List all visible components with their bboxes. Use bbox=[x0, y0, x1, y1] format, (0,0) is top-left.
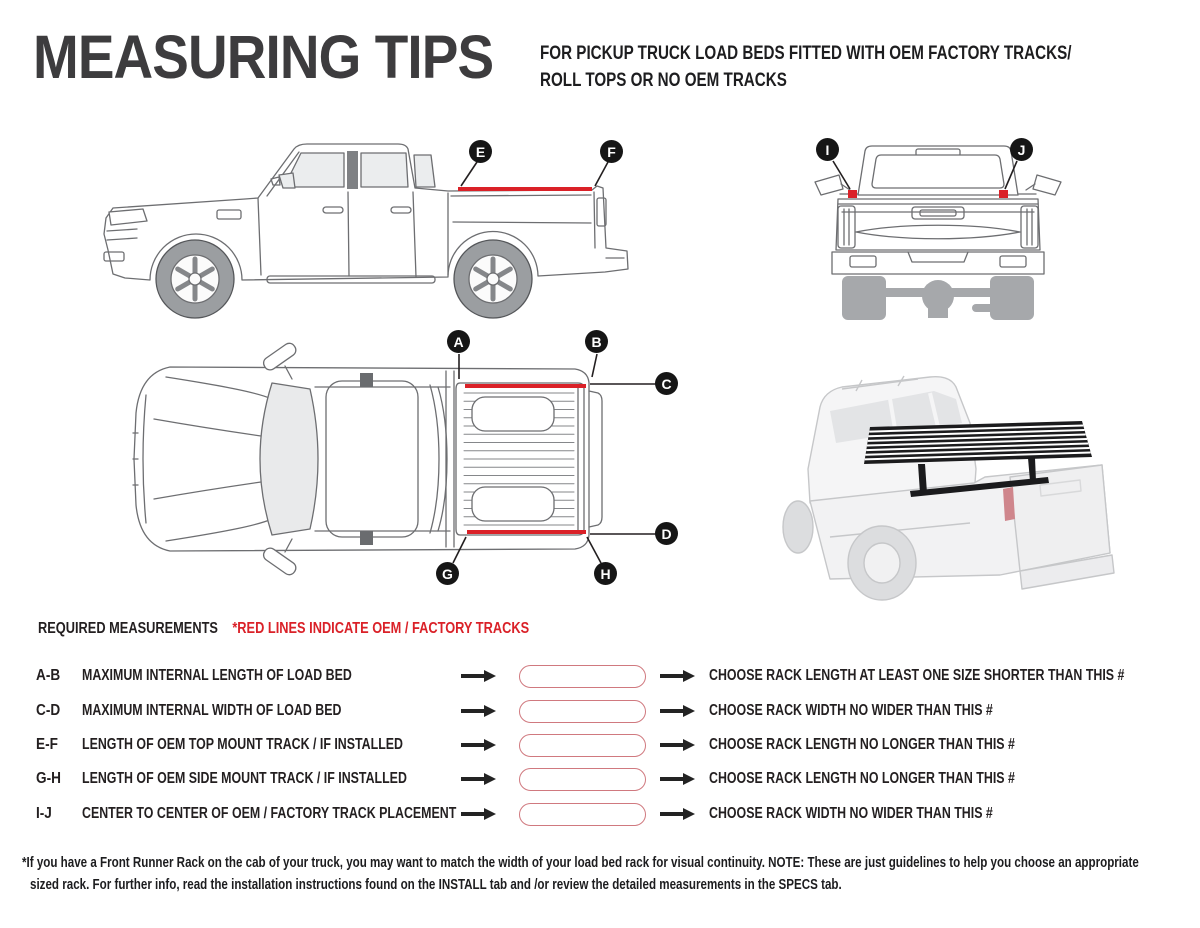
arrow-right-icon bbox=[660, 772, 696, 786]
arrow-right-icon bbox=[660, 669, 696, 683]
measurement-instruction: CHOOSE RACK LENGTH NO LONGER THAN THIS # bbox=[709, 736, 1015, 753]
truck-bed-rack-figure bbox=[770, 365, 1190, 620]
arrow-right-icon bbox=[660, 807, 696, 821]
marker-h: H bbox=[594, 562, 617, 585]
measurement-description: CENTER TO CENTER OF OEM / FACTORY TRACK PLACEMENT bbox=[82, 805, 457, 822]
measurement-input-g-h[interactable] bbox=[519, 768, 646, 791]
measurement-input-e-f[interactable] bbox=[519, 734, 646, 757]
subtitle-line: ROLL TOPS OR NO OEM TRACKS bbox=[540, 70, 787, 91]
measurement-code: C-D bbox=[36, 702, 61, 719]
arrow-right-icon bbox=[461, 772, 497, 786]
measurement-description: MAXIMUM INTERNAL WIDTH OF LOAD BED bbox=[82, 702, 342, 719]
measurement-code: I-J bbox=[36, 805, 52, 822]
measurement-input-c-d[interactable] bbox=[519, 700, 646, 723]
page-title: MEASURING TIPS bbox=[33, 23, 494, 91]
measurement-instruction: CHOOSE RACK LENGTH NO LONGER THAN THIS # bbox=[709, 770, 1015, 787]
truck-side-view-figure bbox=[95, 130, 655, 335]
footnote-line-1: *If you have a Front Runner Rack on the cab of your truck, you may want to match the width of your load bed rack for visual continuity. NOTE: These are just guidelines to help you choose an appropriate bbox=[22, 855, 1139, 871]
measurements-section-header bbox=[38, 620, 652, 638]
measurement-instruction: CHOOSE RACK WIDTH NO WIDER THAN THIS # bbox=[709, 805, 993, 822]
truck-top-view-figure bbox=[120, 335, 700, 603]
truck-rear-view-figure bbox=[812, 138, 1064, 326]
measurement-row-e-f bbox=[0, 733, 1200, 757]
measurement-code: A-B bbox=[36, 667, 61, 684]
marker-g: G bbox=[436, 562, 459, 585]
arrow-right-icon bbox=[461, 807, 497, 821]
marker-a: A bbox=[447, 330, 470, 353]
measurement-row-c-d bbox=[0, 699, 1200, 723]
subtitle-line: FOR PICKUP TRUCK LOAD BEDS FITTED WITH OEM FACTORY TRACKS/ bbox=[540, 43, 1072, 64]
measurement-code: E-F bbox=[36, 736, 58, 753]
arrow-right-icon bbox=[461, 669, 497, 683]
page-subtitle bbox=[540, 40, 1200, 94]
measurement-input-i-j[interactable] bbox=[519, 803, 646, 826]
footnote-line-2: sized rack. For further info, read the installation instructions found on the INSTALL tab and /or review the detailed measurements in the SPECS tab. bbox=[30, 877, 842, 893]
oem-track-mark-j bbox=[999, 190, 1008, 198]
marker-f: F bbox=[600, 140, 623, 163]
red-lines-note: *RED LINES INDICATE OEM / FACTORY TRACKS bbox=[232, 620, 530, 637]
marker-b: B bbox=[585, 330, 608, 353]
arrow-right-icon bbox=[461, 738, 497, 752]
arrow-right-icon bbox=[660, 704, 696, 718]
measurement-description: LENGTH OF OEM TOP MOUNT TRACK / IF INSTALLED bbox=[82, 736, 404, 753]
measurement-input-a-b[interactable] bbox=[519, 665, 646, 688]
marker-d: D bbox=[655, 522, 678, 545]
marker-i: I bbox=[816, 138, 839, 161]
measurement-row-g-h bbox=[0, 767, 1200, 791]
marker-c: C bbox=[655, 372, 678, 395]
marker-e: E bbox=[469, 140, 492, 163]
arrow-right-icon bbox=[461, 704, 497, 718]
arrow-right-icon bbox=[660, 738, 696, 752]
measurement-instruction: CHOOSE RACK LENGTH AT LEAST ONE SIZE SHORTER THAN THIS # bbox=[709, 667, 1125, 684]
marker-j: J bbox=[1010, 138, 1033, 161]
section-title: REQUIRED MEASUREMENTS bbox=[38, 620, 218, 637]
oem-track-mark-i bbox=[848, 190, 857, 198]
measurement-description: LENGTH OF OEM SIDE MOUNT TRACK / IF INSTALLED bbox=[82, 770, 407, 787]
measurement-instruction: CHOOSE RACK WIDTH NO WIDER THAN THIS # bbox=[709, 702, 993, 719]
measurement-row-a-b bbox=[0, 664, 1200, 688]
measurement-code: G-H bbox=[36, 770, 61, 787]
measurement-description: MAXIMUM INTERNAL LENGTH OF LOAD BED bbox=[82, 667, 352, 684]
measurement-row-i-j bbox=[0, 802, 1200, 826]
